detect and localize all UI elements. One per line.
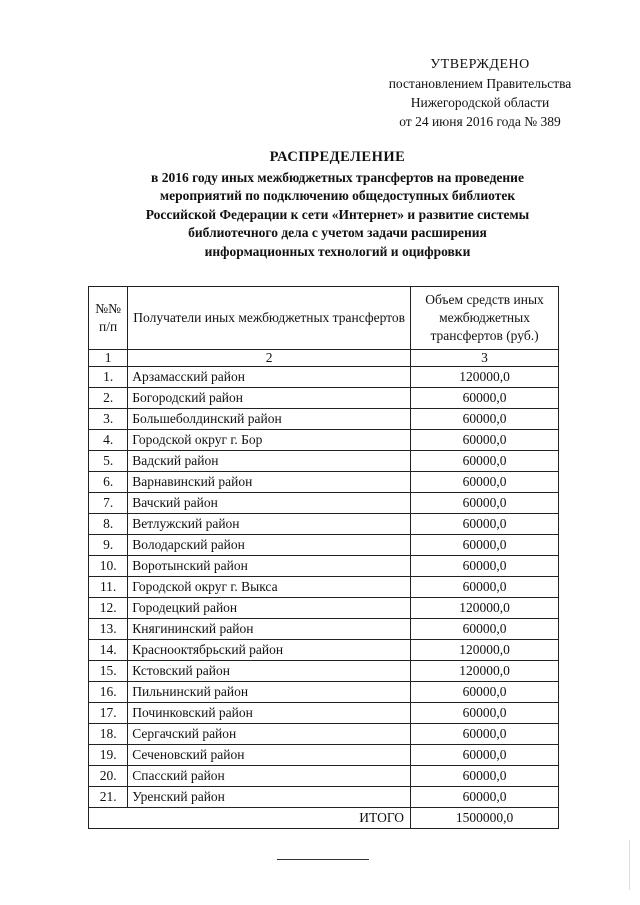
- row-amount: 60000,0: [411, 787, 559, 808]
- title-line: библиотечного дела с учетом задачи расширения: [188, 225, 487, 241]
- row-amount: 60000,0: [411, 472, 559, 493]
- row-number: 21.: [89, 787, 128, 808]
- table-row: [89, 367, 559, 388]
- approved-line: постановлением Правительства: [388, 76, 572, 91]
- row-number: 4.: [89, 430, 128, 451]
- row-amount: 60000,0: [411, 388, 559, 409]
- recipient-name: Краснооктябрьский район: [128, 640, 411, 661]
- recipient-name: Ветлужский район: [128, 514, 411, 535]
- table-row: [89, 577, 559, 598]
- recipient-name: Вачский район: [128, 493, 411, 514]
- table-row: [89, 451, 559, 472]
- row-amount: 60000,0: [411, 766, 559, 787]
- row-number: 20.: [89, 766, 128, 787]
- approved-heading: УТВЕРЖДЕНО: [430, 57, 530, 72]
- total-amount: 1500000,0: [411, 808, 559, 829]
- total-row: [89, 808, 559, 829]
- row-amount: 60000,0: [411, 577, 559, 598]
- row-amount: 60000,0: [411, 619, 559, 640]
- approved-line: Нижегородской области: [410, 95, 550, 110]
- header-recipient: Получатели иных межбюджетных трансфертов: [128, 287, 411, 350]
- row-amount: 60000,0: [411, 682, 559, 703]
- row-number: 13.: [89, 619, 128, 640]
- recipient-name: Большеболдинский район: [128, 409, 411, 430]
- table-row: [89, 766, 559, 787]
- table-row: [89, 724, 559, 745]
- table-row: [89, 493, 559, 514]
- table-row: [89, 409, 559, 430]
- row-number: 1.: [89, 367, 128, 388]
- row-number: 6.: [89, 472, 128, 493]
- table-row: [89, 535, 559, 556]
- row-amount: 120000,0: [411, 661, 559, 682]
- scan-edge-mark: [629, 840, 630, 890]
- distribution-table: [88, 286, 559, 829]
- table-row: [89, 472, 559, 493]
- row-amount: 60000,0: [411, 703, 559, 724]
- table-row: [89, 682, 559, 703]
- title-main: РАСПРЕДЕЛЕНИЕ: [269, 149, 406, 165]
- recipient-name: Богородский район: [128, 388, 411, 409]
- recipient-name: Арзамасский район: [128, 367, 411, 388]
- row-number: 15.: [89, 661, 128, 682]
- recipient-name: Пильнинский район: [128, 682, 411, 703]
- title-line: в 2016 году иных межбюджетных трансфертов на проведение: [151, 169, 524, 185]
- recipient-name: Городской округ г. Бор: [128, 430, 411, 451]
- row-amount: 60000,0: [411, 514, 559, 535]
- row-number: 11.: [89, 577, 128, 598]
- row-amount: 60000,0: [411, 745, 559, 766]
- recipient-name: Вадский район: [128, 451, 411, 472]
- header-num: №№ п/п: [89, 287, 128, 350]
- recipient-name: Городской округ г. Выкса: [128, 577, 411, 598]
- table-row: [89, 787, 559, 808]
- recipient-name: Уренский район: [128, 787, 411, 808]
- row-number: 12.: [89, 598, 128, 619]
- row-number: 10.: [89, 556, 128, 577]
- row-amount: 60000,0: [411, 535, 559, 556]
- approval-stamp: [370, 55, 590, 131]
- row-number: 5.: [89, 451, 128, 472]
- total-label: ИТОГО: [89, 808, 411, 829]
- row-number: 8.: [89, 514, 128, 535]
- column-number-row: [89, 350, 559, 367]
- table-row: [89, 388, 559, 409]
- table-row: [89, 619, 559, 640]
- title-line: Российской Федерации к сети «Интернет» и развитие системы: [145, 206, 530, 222]
- recipient-name: Воротынский район: [128, 556, 411, 577]
- row-amount: 60000,0: [411, 451, 559, 472]
- column-number: 2: [128, 350, 411, 367]
- table-row: [89, 514, 559, 535]
- table-row: [89, 640, 559, 661]
- table-row: [89, 430, 559, 451]
- title-line: мероприятий по подключению общедоступных библиотек: [159, 188, 516, 204]
- row-number: 7.: [89, 493, 128, 514]
- signature-line: [277, 859, 369, 860]
- row-number: 3.: [89, 409, 128, 430]
- row-number: 9.: [89, 535, 128, 556]
- row-amount: 60000,0: [411, 556, 559, 577]
- recipient-name: Городецкий район: [128, 598, 411, 619]
- column-number: 1: [89, 350, 128, 367]
- recipient-name: Спасский район: [128, 766, 411, 787]
- row-number: 19.: [89, 745, 128, 766]
- recipient-name: Починковский район: [128, 703, 411, 724]
- document-title: [95, 148, 580, 262]
- recipient-name: Княгининский район: [128, 619, 411, 640]
- recipient-name: Варнавинский район: [128, 472, 411, 493]
- recipient-name: Сергачский район: [128, 724, 411, 745]
- table-row: [89, 661, 559, 682]
- recipient-name: Сеченовский район: [128, 745, 411, 766]
- row-amount: 120000,0: [411, 367, 559, 388]
- row-amount: 60000,0: [411, 724, 559, 745]
- row-amount: 120000,0: [411, 640, 559, 661]
- recipient-name: Кстовский район: [128, 661, 411, 682]
- row-number: 18.: [89, 724, 128, 745]
- row-amount: 60000,0: [411, 409, 559, 430]
- row-amount: 120000,0: [411, 598, 559, 619]
- table-row: [89, 703, 559, 724]
- column-number: 3: [411, 350, 559, 367]
- row-amount: 60000,0: [411, 493, 559, 514]
- approved-line: от 24 июня 2016 года № 389: [399, 114, 561, 129]
- row-number: 14.: [89, 640, 128, 661]
- header-amount: Объем средств иных межбюджетных трансфертов (руб.): [411, 287, 559, 350]
- row-number: 2.: [89, 388, 128, 409]
- recipient-name: Володарский район: [128, 535, 411, 556]
- row-number: 17.: [89, 703, 128, 724]
- row-amount: 60000,0: [411, 430, 559, 451]
- row-number: 16.: [89, 682, 128, 703]
- table-row: [89, 745, 559, 766]
- table-row: [89, 556, 559, 577]
- title-line: информационных технологий и оцифровки: [204, 243, 471, 259]
- table-row: [89, 598, 559, 619]
